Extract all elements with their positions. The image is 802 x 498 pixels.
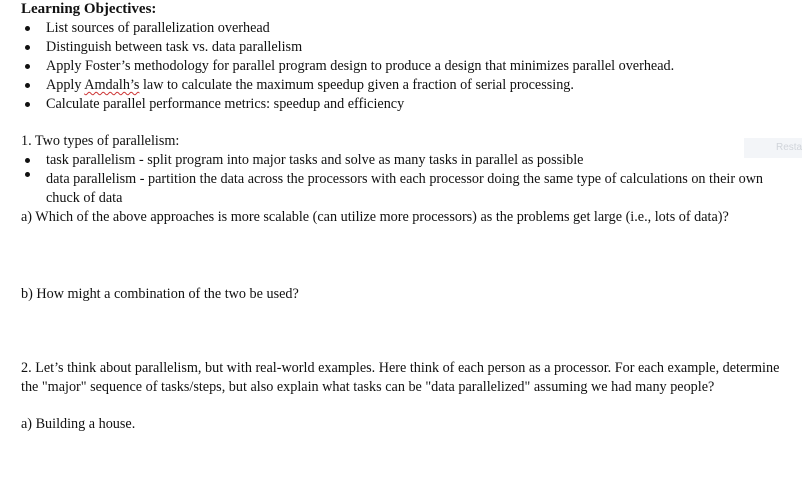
spacer [21, 114, 796, 132]
bullet-icon [25, 83, 30, 88]
bullet-icon [25, 26, 30, 31]
objective-item [21, 57, 796, 76]
objective-item [21, 38, 796, 57]
objective-text: Apply Foster’s methodology for parallel program design to produce a design that minimizes parallel overhead. [46, 58, 675, 74]
objective-item [21, 76, 796, 95]
spacer [21, 397, 796, 415]
question-1b: b) How might a combination of the two be used? [21, 286, 299, 302]
bullet-icon [25, 45, 30, 50]
question-2: 2. Let’s think about parallelism, but with real-world examples. Here think of each person as a processor. For each example, determine the "major" sequence of tasks/steps, but also explain what tasks can be "data parallelized" assuming we had many people? [21, 360, 780, 395]
bullet-icon [25, 64, 30, 69]
bullet-icon [25, 158, 30, 163]
objective-text-suffix: law to calculate the maximum speedup given a fraction of serial processing. [139, 77, 574, 93]
question-1a: a) Which of the above approaches is more scalable (can utilize more processors) as the problems get large (i.e., lots of data)? [21, 209, 729, 225]
answer-space[interactable] [21, 227, 796, 285]
question-1-title: 1. Two types of parallelism: [21, 133, 180, 149]
parallelism-types-list [21, 151, 796, 170]
objective-text: List sources of parallelization overhead [46, 20, 270, 36]
objective-text-prefix: Apply [46, 77, 85, 93]
answer-space[interactable] [21, 304, 796, 359]
question-2a: a) Building a house. [21, 416, 136, 432]
parallelism-type-item [21, 151, 796, 170]
document-page [21, 0, 796, 434]
objective-text: Calculate parallel performance metrics: speedup and efficiency [46, 96, 405, 112]
data-parallelism-text: data parallelism - partition the data across the processors with each processor doing the same type of calculations on their own chuck of data [46, 171, 764, 206]
objective-item [21, 19, 796, 38]
task-parallelism-text: task parallelism - split program into major tasks and solve as many tasks in parallel as possible [46, 152, 584, 168]
objective-item [21, 95, 796, 114]
parallelism-type-item [21, 170, 796, 208]
bullet-icon [25, 102, 30, 107]
objective-text: Distinguish between task vs. data parallelism [46, 39, 303, 55]
learning-objectives-heading: Learning Objectives: [21, 1, 157, 17]
bullet-icon [25, 172, 30, 177]
objectives-list [21, 19, 796, 114]
spellcheck-flagged-word[interactable]: Amdalh’s [84, 77, 140, 93]
restore-tab[interactable]: Resta [744, 138, 802, 158]
